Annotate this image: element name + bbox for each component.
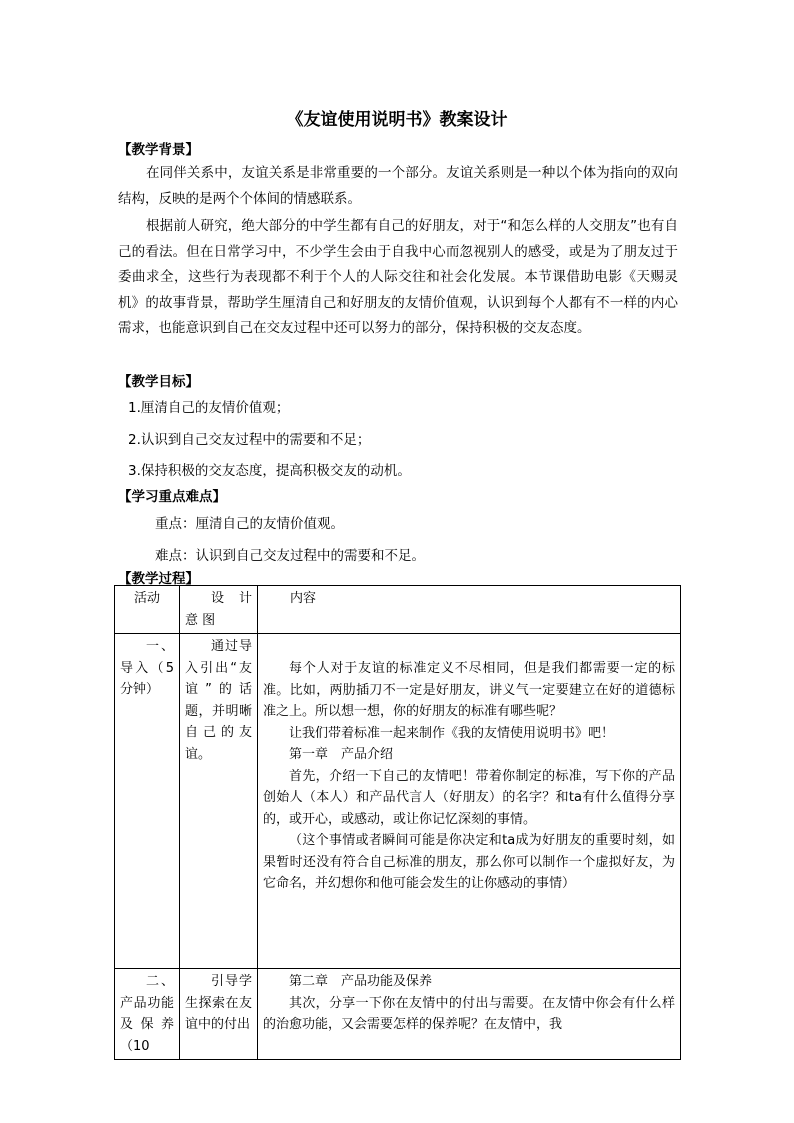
header-intent: 设 计 意 图 [180, 586, 258, 634]
content-paragraph: 其次，分享一下你在友情中的付出与需要。在友情中你会有什么样的治愈功能，又会需要怎样的保养呢？在友情中，我 [263, 995, 675, 1032]
content-paragraph: 首先，介绍一下自己的友情吧！带着你制定的标准，写下你的产品创始人（本人）和产品代言人（好朋友）的名字？和ta有什么值得分享的，或开心，或感动，或让你记忆深刻的事情。 [263, 768, 675, 827]
section-heading-process: 【教学过程】 [118, 571, 199, 587]
section-heading-goals: 【教学目标】 [118, 374, 199, 390]
table-row [115, 634, 681, 969]
background-paragraph-1: 在同伴关系中，友谊关系是非常重要的一个部分。友谊关系则是一种以个体为指向的双向结构，反映的是两个个体间的情感联系。 [118, 165, 678, 207]
table-row [115, 969, 681, 1060]
goal-item-2: 2.认识到自己交友过程中的需要和不足； [128, 432, 371, 448]
document-title: 《友谊使用说明书》教案设计 [286, 110, 508, 130]
section-heading-key-points: 【学习重点难点】 [118, 489, 226, 505]
chapter-title: 第二章 产品功能及保养 [289, 974, 433, 989]
content-cell [258, 634, 681, 969]
chapter-title: 第一章 产品介绍 [289, 747, 394, 762]
content-cell [258, 969, 681, 1060]
difficult-point-text: 难点：认识到自己交友过程中的需要和不足。 [155, 548, 425, 564]
teaching-process-table [114, 585, 681, 1060]
goal-item-1: 1.厘清自己的友情价值观； [128, 400, 290, 416]
content-paragraph: 让我们带着标准一起来制作《我的友情使用说明书》吧！ [289, 725, 615, 741]
activity-cell: 一、导入（5分钟） [115, 634, 180, 969]
header-activity: 活动 [115, 586, 180, 634]
background-paragraph-2: 根据前人研究，绝大部分的中学生都有自己的好朋友，对于“和怎么样的人交朋友”也有自己的看法。但在日常学习中，不少学生会由于自我中心而忽视别人的感受，或是为了朋友过于委曲求全，这些行为表现都不利于个人的人际交往和社会化发展。本节课借助电影《天赐灵机》的故事背景，帮助学生厘清自己和好朋友的友情价值观，认识到每个人都有不一样的内心需求，也能意识到自己在交友过程中还可以努力的部分，保持积极的交友态度。 [118, 218, 678, 336]
intent-cell: 通过导入引出“友谊”的话题，并明晰自己的友谊。 [180, 634, 258, 969]
key-point-text: 重点：厘清自己的友情价值观。 [155, 516, 344, 532]
section-heading-background: 【教学背景】 [118, 142, 199, 158]
table-header-row [115, 586, 681, 634]
goal-item-3: 3.保持积极的交友态度，提高积极交友的动机。 [128, 463, 411, 479]
content-paragraph: （这个事情或者瞬间可能是你决定和ta成为好朋友的重要时刻，如果暂时还没有符合自己标准的朋友，那么你可以制作一个虚拟好友，为它命名，并幻想你和他可能会发生的让你感动的事情） [263, 833, 675, 891]
header-content: 内容 [258, 586, 681, 634]
activity-cell: 二、产品功能及保养（10 [115, 969, 180, 1060]
intent-cell: 引导学生探索在友谊中的付出 [180, 969, 258, 1060]
content-paragraph: 每个人对于友谊的标准定义不尽相同，但是我们都需要一定的标准。比如，两肋插刀不一定是好朋友，讲义气一定要建立在好的道德标准之上。所以想一想，你的好朋友的标准有哪些呢？ [263, 661, 675, 719]
